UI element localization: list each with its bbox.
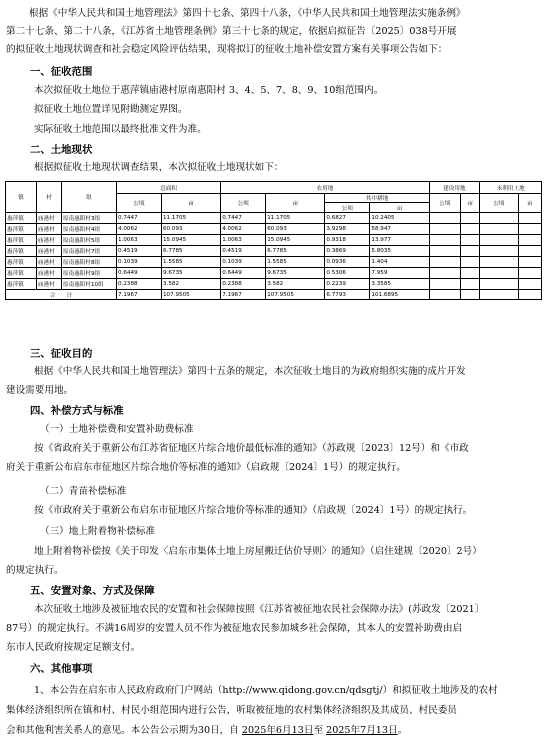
cell-unused-ha bbox=[480, 268, 518, 279]
cell-unused-mu bbox=[518, 279, 541, 290]
intro-line-3: 的拟征收土地现状调查和社会稳定风险评估结果，现将拟订的征收土地补偿安置方案有关事项公告如下： bbox=[6, 44, 448, 55]
section-6-line-3 bbox=[6, 724, 407, 738]
cell-construction-ha bbox=[429, 290, 460, 300]
intro-line-1: 根据《中华人民共和国土地管理法》第四十七条、第四十八条，《中华人民共和国土地管理法实施条例》 bbox=[29, 8, 466, 19]
cell-unused-ha bbox=[480, 257, 518, 268]
cell-agri-ha: 7.1967 bbox=[221, 290, 266, 300]
cell-total-mu: 15.0945 bbox=[162, 235, 221, 246]
cell-town: 惠萍镇 bbox=[6, 268, 37, 279]
header-agricultural-land: 农用地 bbox=[221, 182, 429, 194]
cell-total-label: 合 计 bbox=[6, 290, 117, 300]
cell-construction-mu bbox=[461, 279, 480, 290]
cell-group: 原南惠阳村5组 bbox=[62, 235, 117, 246]
table-row bbox=[6, 268, 542, 279]
cell-total-mu: 11.1705 bbox=[162, 213, 221, 224]
header-total-area: 总面积 bbox=[117, 182, 221, 194]
header-mu: 亩 bbox=[370, 203, 429, 213]
section-1-para-1: 本次拟征收土地位于惠萍镇庙港村原南惠阳村 3、4、5、7、8、9、10组范围内。 bbox=[34, 85, 384, 96]
header-ha: 公顷 bbox=[480, 194, 518, 213]
section-3-line-2: 建设需要用地。 bbox=[6, 385, 74, 396]
header-mu: 亩 bbox=[162, 194, 221, 213]
cell-construction-ha bbox=[429, 257, 460, 268]
header-mu: 亩 bbox=[461, 194, 480, 213]
cell-unused-ha bbox=[480, 246, 518, 257]
cell-total-ha: 4.0062 bbox=[117, 224, 162, 235]
table-total-row bbox=[6, 290, 542, 300]
cell-agri-mu: 6.7785 bbox=[266, 246, 325, 257]
header-ha: 公顷 bbox=[325, 203, 370, 213]
cell-farmland-ha: 0.6827 bbox=[325, 213, 370, 224]
section-4-title: 四、补偿方式与标准 bbox=[30, 405, 124, 417]
cell-agri-ha: 0.4519 bbox=[221, 246, 266, 257]
section-4-sub-3-line-2: 的规定执行。 bbox=[6, 565, 64, 576]
cell-unused-mu bbox=[518, 235, 541, 246]
section-5-line-1: 本次征收土地涉及被征地农民的安置和社会保障按照《江苏省被征地农民社会保障办法》(苏政发〔2021〕 bbox=[34, 604, 485, 615]
cell-agri-mu: 3.582 bbox=[266, 279, 325, 290]
cell-town: 惠萍镇 bbox=[6, 213, 37, 224]
cell-group: 原南惠阳村9组 bbox=[62, 268, 117, 279]
section-2-title: 二、土地现状 bbox=[30, 144, 93, 156]
public-notice-start-date: 2025年6月13日 bbox=[241, 725, 314, 736]
section-6-line-1: 1、本公告在启东市人民政府政府门户网站（http://www.qidong.gov.cn/qdsgtj/）和拟征收土地涉及的农村 bbox=[34, 685, 498, 696]
cell-construction-mu bbox=[461, 213, 480, 224]
cell-village: 庙港村 bbox=[37, 257, 62, 268]
cell-agri-ha: 0.2388 bbox=[221, 279, 266, 290]
section-5-line-3: 东市人民政府按规定足额支付。 bbox=[6, 642, 141, 653]
cell-total-mu: 9.6735 bbox=[162, 268, 221, 279]
header-mu: 亩 bbox=[518, 194, 541, 213]
cell-construction-mu bbox=[461, 290, 480, 300]
section-4-sub-1: （一）土地补偿费和安置补助费标准 bbox=[40, 424, 194, 435]
section-4-sub-2-line-1: 按《市政府关于重新公布启东市征地区片综合地价等标准的通知》（启政规〔2024〕1号）的规定执行。 bbox=[34, 505, 473, 516]
cell-farmland-ha: 6.7793 bbox=[325, 290, 370, 300]
cell-agri-ha: 1.0063 bbox=[221, 235, 266, 246]
cell-village: 庙港村 bbox=[37, 268, 62, 279]
header-group: 组 bbox=[62, 182, 117, 213]
cell-total-ha: 0.7447 bbox=[117, 213, 162, 224]
cell-farmland-mu: 3.3585 bbox=[370, 279, 429, 290]
section-6-line-3-text-b: 至 bbox=[313, 725, 327, 736]
section-4-sub-2: （二）青苗补偿标准 bbox=[40, 486, 127, 497]
cell-village: 庙港村 bbox=[37, 246, 62, 257]
section-4-sub-1-line-2: 府关于重新公布启东市征地区片综合地价等标准的通知》（启政规〔2024〕1号）的规定执行。 bbox=[6, 462, 406, 473]
cell-farmland-mu: 5.8035 bbox=[370, 246, 429, 257]
cell-agri-mu: 107.9505 bbox=[266, 290, 325, 300]
cell-construction-ha bbox=[429, 224, 460, 235]
cell-total-ha: 1.0063 bbox=[117, 235, 162, 246]
table-row bbox=[6, 246, 542, 257]
cell-unused-mu bbox=[518, 246, 541, 257]
cell-unused-mu bbox=[518, 290, 541, 300]
cell-farmland-ha: 0.5306 bbox=[325, 268, 370, 279]
cell-total-mu: 6.7785 bbox=[162, 246, 221, 257]
cell-group: 原南惠阳村4组 bbox=[62, 224, 117, 235]
header-village: 村 bbox=[37, 182, 62, 213]
section-6-line-3-text-a: 会和其他利害关系人的意见。本公告公示期为30日，自 bbox=[6, 725, 242, 736]
cell-farmland-ha: 0.2239 bbox=[325, 279, 370, 290]
cell-total-ha: 0.4519 bbox=[117, 246, 162, 257]
section-5-line-2: 87号）的规定执行。不满16周岁的安置人员不作为被征地农民参加城乡社会保障，其本人的安置补助费由启 bbox=[6, 623, 463, 634]
header-construction-land: 建设用地 bbox=[429, 182, 480, 194]
table-row bbox=[6, 279, 542, 290]
cell-farmland-mu: 10.2405 bbox=[370, 213, 429, 224]
cell-agri-ha: 0.7447 bbox=[221, 213, 266, 224]
section-6-title: 六、其他事项 bbox=[30, 663, 93, 675]
header-town: 镇 bbox=[6, 182, 37, 213]
cell-unused-mu bbox=[518, 224, 541, 235]
cell-town: 惠萍镇 bbox=[6, 224, 37, 235]
cell-farmland-ha: 0.3869 bbox=[325, 246, 370, 257]
public-notice-end-date: 2025年7月13日 bbox=[326, 725, 398, 736]
cell-town: 惠萍镇 bbox=[6, 257, 37, 268]
cell-agri-ha: 0.1039 bbox=[221, 257, 266, 268]
cell-construction-mu bbox=[461, 235, 480, 246]
cell-total-ha: 7.1967 bbox=[117, 290, 162, 300]
intro-line-2: 第二十七条、第二十八条，《江苏省土地管理条例》第三十七条的规定，依据启拟征告〔2025〕038号开展 bbox=[6, 26, 457, 37]
cell-construction-mu bbox=[461, 246, 480, 257]
cell-total-ha: 0.6449 bbox=[117, 268, 162, 279]
land-status-table bbox=[5, 181, 542, 300]
cell-construction-mu bbox=[461, 257, 480, 268]
section-1-para-2: 拟征收土地位置详见附勘测定界图。 bbox=[34, 104, 188, 115]
cell-unused-mu bbox=[518, 257, 541, 268]
cell-town: 惠萍镇 bbox=[6, 235, 37, 246]
cell-agri-mu: 9.6735 bbox=[266, 268, 325, 279]
cell-construction-ha bbox=[429, 279, 460, 290]
section-4-sub-3: （三）地上附着物补偿标准 bbox=[40, 526, 156, 537]
cell-farmland-ha: 3.9298 bbox=[325, 224, 370, 235]
cell-village: 庙港村 bbox=[37, 213, 62, 224]
cell-farmland-mu: 1.404 bbox=[370, 257, 429, 268]
cell-unused-ha bbox=[480, 224, 518, 235]
cell-farmland-mu: 58.947 bbox=[370, 224, 429, 235]
cell-total-ha: 0.1039 bbox=[117, 257, 162, 268]
cell-group: 原南惠阳村3组 bbox=[62, 213, 117, 224]
cell-unused-mu bbox=[518, 213, 541, 224]
header-ha: 公顷 bbox=[117, 194, 162, 213]
cell-agri-mu: 15.0945 bbox=[266, 235, 325, 246]
cell-village: 庙港村 bbox=[37, 224, 62, 235]
cell-farmland-mu: 101.6895 bbox=[370, 290, 429, 300]
section-6-line-2: 集体经济组织所在镇和村、村民小组范围内进行公告，听取被征地的农村集体经济组织及其成员、村民委员 bbox=[6, 705, 457, 716]
table-row bbox=[6, 224, 542, 235]
cell-village: 庙港村 bbox=[37, 235, 62, 246]
header-ha: 公顷 bbox=[429, 194, 460, 213]
section-6-line-3-text-c: 。 bbox=[397, 725, 408, 736]
table-row bbox=[6, 213, 542, 224]
cell-total-mu: 107.9505 bbox=[162, 290, 221, 300]
table-row bbox=[6, 257, 542, 268]
section-4-sub-3-line-1: 地上附着物补偿按《关于印发〈启东市集体土地上房屋搬迁估价导则〉的通知》（启住建规〔2020〕2号） bbox=[34, 546, 482, 557]
table-row bbox=[6, 235, 542, 246]
header-of-which-farmland: 其中耕地 bbox=[325, 194, 429, 203]
cell-construction-mu bbox=[461, 268, 480, 279]
cell-agri-mu: 1.5585 bbox=[266, 257, 325, 268]
section-4-sub-1-line-1: 按《省政府关于重新公布江苏省征地区片综合地价最低标准的通知》（苏政规〔2023〕12号）和《市政 bbox=[34, 443, 469, 454]
cell-farmland-mu: 7.959 bbox=[370, 268, 429, 279]
cell-unused-ha bbox=[480, 235, 518, 246]
cell-group: 原南惠阳村8组 bbox=[62, 257, 117, 268]
cell-group: 原南惠阳村7组 bbox=[62, 246, 117, 257]
cell-total-mu: 60.093 bbox=[162, 224, 221, 235]
cell-unused-mu bbox=[518, 268, 541, 279]
cell-total-ha: 0.2388 bbox=[117, 279, 162, 290]
cell-construction-ha bbox=[429, 213, 460, 224]
cell-total-mu: 1.5585 bbox=[162, 257, 221, 268]
section-1-title: 一、征收范围 bbox=[30, 66, 93, 78]
cell-farmland-mu: 13.977 bbox=[370, 235, 429, 246]
cell-construction-mu bbox=[461, 224, 480, 235]
cell-unused-ha bbox=[480, 279, 518, 290]
cell-group: 原南惠阳村10组 bbox=[62, 279, 117, 290]
cell-agri-ha: 0.6449 bbox=[221, 268, 266, 279]
section-1-para-3: 实际征收土地范围以最终批准文件为准。 bbox=[34, 124, 207, 135]
cell-unused-ha bbox=[480, 290, 518, 300]
cell-total-mu: 3.582 bbox=[162, 279, 221, 290]
section-3-title: 三、征收目的 bbox=[30, 348, 93, 360]
cell-town: 惠萍镇 bbox=[6, 279, 37, 290]
cell-agri-ha: 4.0062 bbox=[221, 224, 266, 235]
section-2-para-1: 根据拟征收土地现状调查结果，本次拟征收土地现状如下： bbox=[34, 162, 284, 173]
cell-farmland-ha: 0.9318 bbox=[325, 235, 370, 246]
header-ha: 公顷 bbox=[221, 194, 266, 213]
cell-construction-ha bbox=[429, 268, 460, 279]
cell-construction-ha bbox=[429, 246, 460, 257]
cell-agri-mu: 11.1705 bbox=[266, 213, 325, 224]
cell-village: 庙港村 bbox=[37, 279, 62, 290]
cell-construction-ha bbox=[429, 235, 460, 246]
section-5-title: 五、安置对象、方式及保障 bbox=[30, 585, 155, 597]
section-3-line-1: 根据《中华人民共和国土地管理法》第四十五条的规定，本次征收土地目的为政府组织实施的成片开发 bbox=[34, 366, 466, 377]
cell-unused-ha bbox=[480, 213, 518, 224]
header-unused-land: 未利用土地 bbox=[480, 182, 542, 194]
cell-town: 惠萍镇 bbox=[6, 246, 37, 257]
header-mu: 亩 bbox=[266, 194, 325, 213]
cell-farmland-ha: 0.0936 bbox=[325, 257, 370, 268]
cell-agri-mu: 60.093 bbox=[266, 224, 325, 235]
